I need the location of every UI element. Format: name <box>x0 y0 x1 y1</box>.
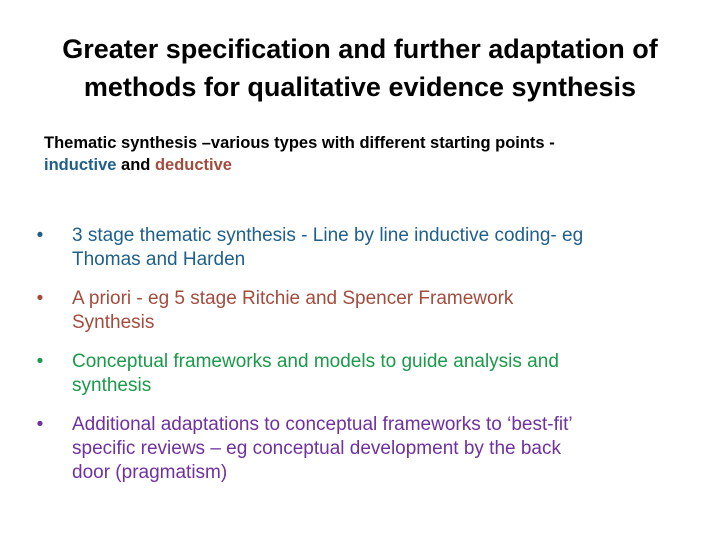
bullet-line: Additional adaptations to conceptual frameworks to ‘best-fit’ <box>72 414 573 435</box>
title-line-2: methods for qualitative evidence synthesis <box>83 72 637 102</box>
bullet-line: Thomas and Harden <box>72 249 246 270</box>
intro-paragraph <box>44 132 684 176</box>
title-line-1: Greater specification and further adaptation of <box>62 34 658 64</box>
intro-line-2 <box>44 154 684 176</box>
bullet-a-priori <box>30 287 700 335</box>
bullet-line: A priori - eg 5 stage Ritchie and Spencer Framework <box>72 288 514 309</box>
bullet-line: specific reviews – eg conceptual development by the back <box>72 438 561 459</box>
bullet-line: Conceptual frameworks and models to guide analysis and <box>72 351 559 372</box>
bullet-conceptual-frameworks <box>30 350 700 398</box>
bullet-line: Synthesis <box>72 312 155 333</box>
bullet-line: synthesis <box>72 375 152 396</box>
bullet-dot: • <box>36 414 44 435</box>
bullet-line: 3 stage thematic synthesis - Line by line inductive coding- eg <box>72 225 584 246</box>
bullet-list <box>30 224 700 500</box>
intro-line-1: Thematic synthesis –various types with different starting points - <box>44 134 555 152</box>
bullet-dot: • <box>36 288 44 309</box>
bullet-thematic-synthesis <box>30 224 700 272</box>
slide-title <box>30 30 690 106</box>
intro-conjunction: and <box>116 156 155 174</box>
bullet-additional-adaptations <box>30 413 700 485</box>
inductive-term: inductive <box>44 156 117 174</box>
bullet-dot: • <box>36 225 44 246</box>
bullet-dot: • <box>36 351 44 372</box>
deductive-term: deductive <box>154 156 232 174</box>
bullet-line: door (pragmatism) <box>72 462 228 483</box>
